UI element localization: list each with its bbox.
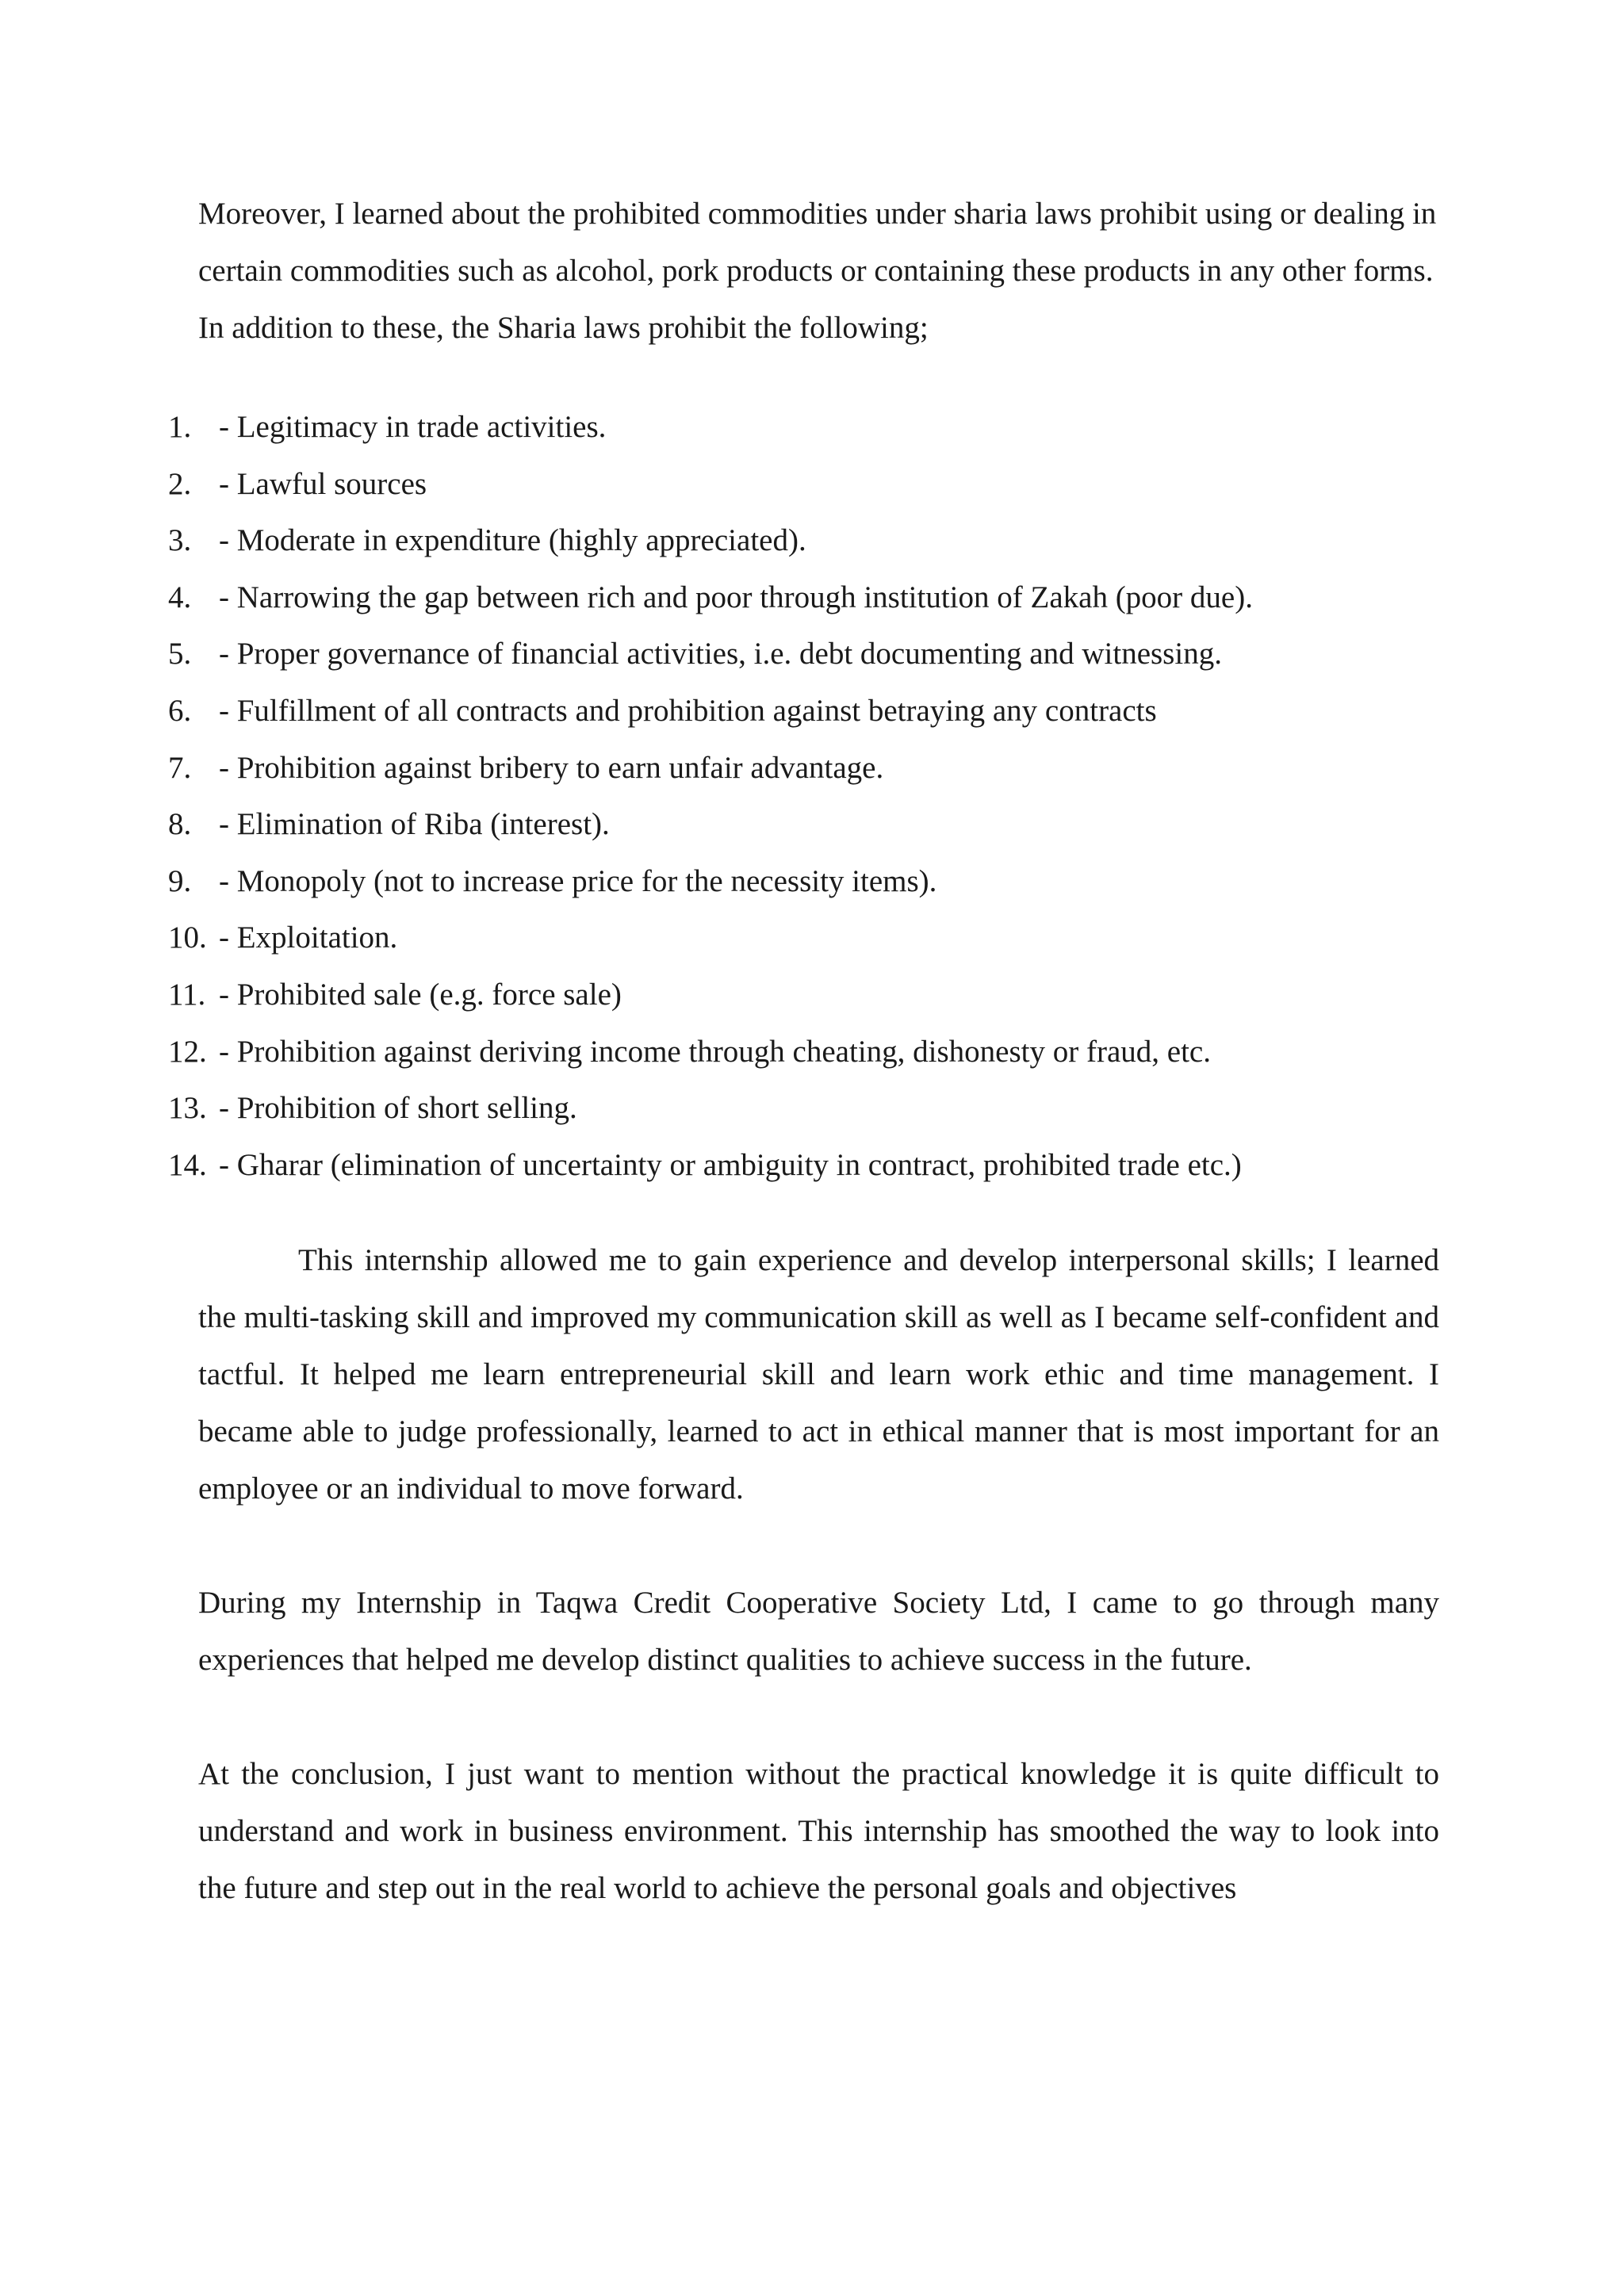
list-item [168,399,1516,456]
list-item-number: 5. [168,637,192,672]
list-item-text: - Prohibition against bribery to earn unfair advantage. [219,750,884,785]
list-item-text: - Elimination of Riba (interest). [219,807,610,842]
list-item [168,966,1516,1024]
list-item [168,909,1516,966]
list-item-text: - Lawful sources [219,466,427,501]
list-item-number: 9. [168,863,192,898]
list-item-number: 2. [168,466,192,501]
prohibitions-list [168,399,1516,1193]
list-item-text: - Narrowing the gap between rich and poor through institution of Zakah (poor due). [219,580,1253,614]
list-item-text: - Prohibition of short selling. [219,1091,577,1126]
list-item [168,853,1516,910]
list-item-text: - Monopoly (not to increase price for the necessity items). [219,863,937,898]
list-item [168,569,1516,626]
list-item-number: 13. [168,1091,207,1126]
list-item [168,796,1516,853]
list-item [168,512,1516,569]
list-item-number: 10. [168,920,207,955]
list-item [168,456,1516,513]
list-item-text: - Legitimacy in trade activities. [219,410,607,444]
list-item-text: - Proper governance of financial activities, i.e. debt documenting and witnessing. [219,637,1222,672]
list-item-text: - Gharar (elimination of uncertainty or ambiguity in contract, prohibited trade etc.) [219,1147,1242,1182]
list-item-text: - Fulfillment of all contracts and prohibition against betraying any contracts [219,693,1157,728]
list-item-number: 6. [168,693,192,728]
list-item-number: 4. [168,580,192,614]
list-item [168,683,1516,740]
list-item-number: 3. [168,523,192,558]
list-item-number: 12. [168,1034,207,1069]
internship-experience-paragraph: During my Internship in Taqwa Credit Cooperative Society Ltd, I came to go through many experiences that helped me develop distinct qualities to achieve success in the future. [198,1586,1439,1677]
list-item-text: - Moderate in expenditure (highly appreciated). [219,523,806,558]
list-item-number: 11. [168,977,206,1012]
list-item-number: 8. [168,807,192,842]
list-item [168,626,1516,683]
intro-paragraph: Moreover, I learned about the prohibited commodities under sharia laws prohibit using or dealing in certain commodities such as alcohol, pork products or containing these products in any other forms. In addition to these, the Sharia laws prohibit the following; [198,197,1437,345]
internship-skills-text: This internship allowed me to gain experience and develop interpersonal skills; I learned the multi-tasking skill and improved my communication skill as well as I became self-confident and tactful. It helped me learn entrepreneurial skill and learn work ethic and time management. I became able to judge professionally, learned to act in ethical manner that is most important for an employee or an individual to move forward. [198,1243,1439,1506]
list-item [168,740,1516,797]
internship-skills-paragraph [198,1232,1439,1517]
list-item-text: - Prohibition against deriving income through cheating, dishonesty or fraud, etc. [219,1034,1211,1069]
list-item [168,1024,1516,1081]
list-item-number: 1. [168,410,192,444]
list-item-text: - Prohibited sale (e.g. force sale) [219,977,622,1012]
conclusion-paragraph: At the conclusion, I just want to mention without the practical knowledge it is quite difficult to understand and work in business environment. This internship has smoothed the way to look into the future and step out in the real world to achieve the personal goals and objectives [198,1757,1439,1905]
list-item-number: 7. [168,750,192,785]
list-item [168,1080,1516,1137]
list-item-text: - Exploitation. [219,920,398,955]
list-item [168,1137,1516,1194]
list-item-number: 14. [168,1147,207,1182]
